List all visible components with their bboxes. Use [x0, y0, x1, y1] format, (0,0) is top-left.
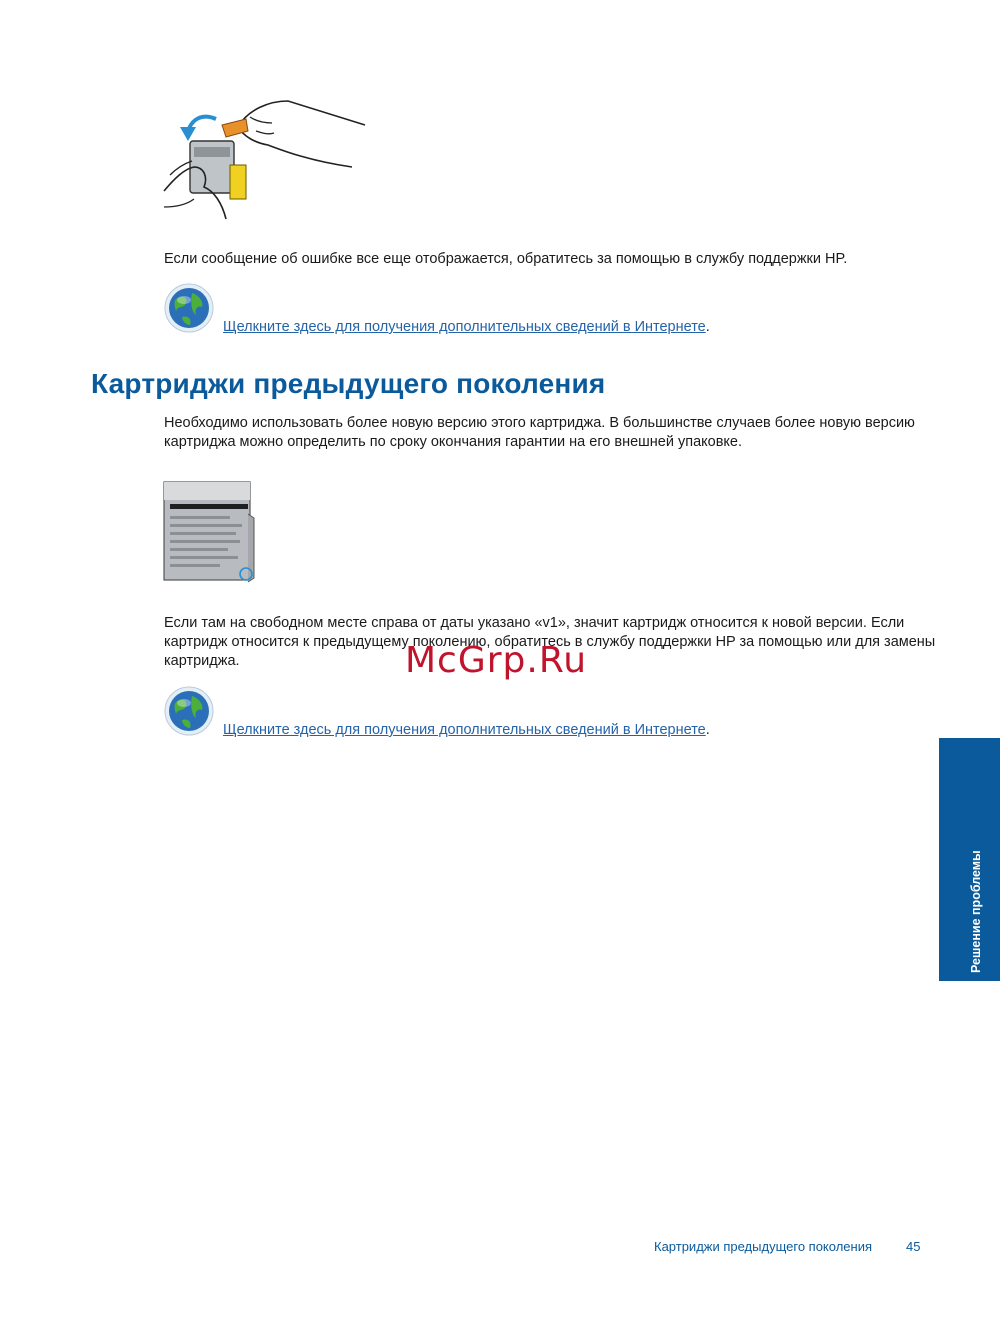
chapter-side-tab	[939, 738, 1000, 981]
version-details-paragraph: Если там на свободном месте справа от даты указано «v1», значит картридж относится к новой версии. Если картридж относится к предыдущему поколению, обратитесь в службу поддержки HP за помощью или для замены картриджа.	[164, 615, 936, 669]
section-heading: Картриджи предыдущего поколения	[91, 368, 606, 399]
online-info-link-row	[223, 721, 710, 740]
footer-section-title: Картриджи предыдущего поколения	[654, 1239, 872, 1254]
link-period: .	[705, 722, 710, 738]
globe-icon	[164, 686, 214, 736]
intro-paragraph: Необходимо использовать более новую версию этого картриджа. В большинстве случаев более новую версию картриджа можно определить по сроку окончания гарантии на его внешней упаковке.	[164, 415, 915, 450]
watermark: McGrp.Ru	[405, 640, 588, 681]
globe-icon	[164, 283, 214, 333]
chapter-side-tab-label: Решение проблемы	[969, 850, 983, 973]
online-info-link[interactable]: Щелкните здесь для получения дополнительных сведений в Интернете	[223, 319, 706, 335]
error-message-text: Если сообщение об ошибке все еще отображается, обратитесь за помощью в службу поддержки HP.	[164, 251, 848, 267]
page-number: 45	[906, 1239, 921, 1254]
cartridge-package-illustration	[160, 478, 258, 586]
online-info-link-row	[223, 318, 710, 337]
link-period: .	[705, 319, 710, 335]
online-info-link[interactable]: Щелкните здесь для получения дополнительных сведений в Интернете	[223, 722, 706, 738]
cartridge-tape-removal-illustration	[160, 95, 370, 225]
